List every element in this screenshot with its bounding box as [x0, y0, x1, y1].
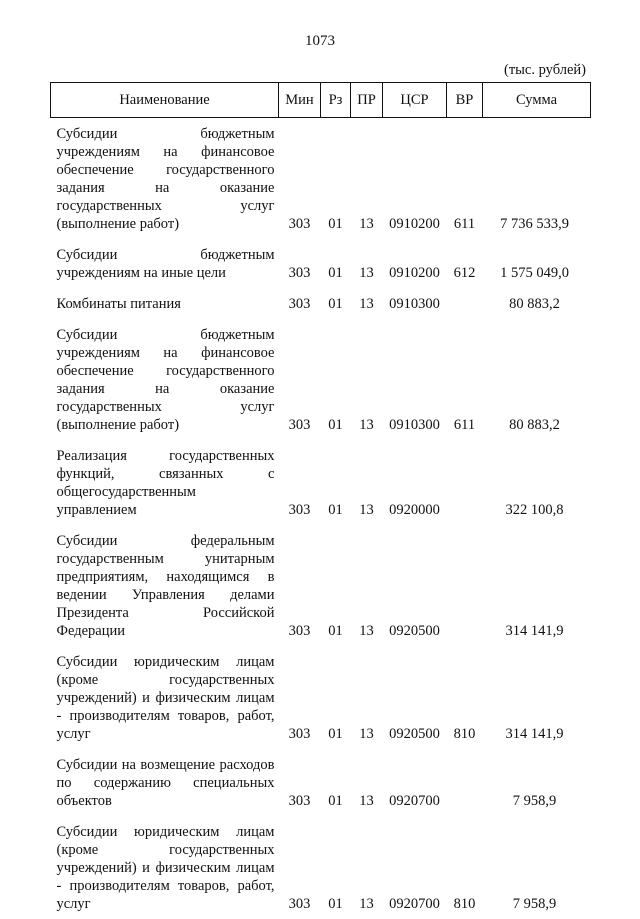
cell-name: Субсидии федеральным государственным унитарным предприятиям, находящимся в ведении Управления делами Президента Российской Федерации [51, 525, 279, 646]
cell-sum: 7 958,9 [483, 816, 591, 919]
header-vr: ВР [447, 83, 483, 118]
cell-rz: 01 [321, 319, 351, 440]
header-sum: Сумма [483, 83, 591, 118]
cell-sum: 80 883,2 [483, 319, 591, 440]
page-number: 1073 [0, 33, 640, 50]
header-rz: Рз [321, 83, 351, 118]
budget-table [50, 82, 591, 919]
cell-csr: 0910200 [383, 118, 447, 240]
cell-vr: 810 [447, 646, 483, 749]
cell-pr: 13 [351, 440, 383, 525]
cell-pr: 13 [351, 319, 383, 440]
table-row [51, 319, 591, 440]
cell-min: 303 [279, 646, 321, 749]
cell-min: 303 [279, 319, 321, 440]
cell-pr: 13 [351, 239, 383, 288]
cell-min: 303 [279, 749, 321, 816]
cell-min: 303 [279, 440, 321, 525]
cell-min: 303 [279, 288, 321, 319]
table-row [51, 646, 591, 749]
table-row [51, 118, 591, 240]
cell-pr: 13 [351, 816, 383, 919]
cell-pr: 13 [351, 749, 383, 816]
table-row [51, 440, 591, 525]
cell-name: Реализация государственных функций, связанных с общегосударственным управлением [51, 440, 279, 525]
cell-sum: 314 141,9 [483, 646, 591, 749]
table-row [51, 288, 591, 319]
cell-csr: 0920500 [383, 646, 447, 749]
header-name: Наименование [51, 83, 279, 118]
cell-rz: 01 [321, 525, 351, 646]
cell-csr: 0910300 [383, 288, 447, 319]
cell-rz: 01 [321, 288, 351, 319]
cell-sum: 314 141,9 [483, 525, 591, 646]
table-row [51, 239, 591, 288]
cell-min: 303 [279, 525, 321, 646]
cell-vr [447, 749, 483, 816]
cell-csr: 0920500 [383, 525, 447, 646]
table-row [51, 525, 591, 646]
table-row [51, 816, 591, 919]
cell-vr: 611 [447, 118, 483, 240]
cell-vr: 611 [447, 319, 483, 440]
cell-rz: 01 [321, 646, 351, 749]
header-min: Мин [279, 83, 321, 118]
cell-rz: 01 [321, 816, 351, 919]
cell-vr [447, 525, 483, 646]
cell-vr: 612 [447, 239, 483, 288]
cell-sum: 7 958,9 [483, 749, 591, 816]
cell-rz: 01 [321, 440, 351, 525]
cell-csr: 0920000 [383, 440, 447, 525]
cell-name: Субсидии бюджетным учреждениям на финансовое обеспечение государственного задания на оказание государственных услуг (выполнение работ) [51, 118, 279, 240]
cell-pr: 13 [351, 118, 383, 240]
cell-vr: 810 [447, 816, 483, 919]
header-pr: ПР [351, 83, 383, 118]
cell-csr: 0910200 [383, 239, 447, 288]
cell-vr [447, 440, 483, 525]
cell-sum: 1 575 049,0 [483, 239, 591, 288]
cell-vr [447, 288, 483, 319]
cell-name: Субсидии на возмещение расходов по содержанию специальных объектов [51, 749, 279, 816]
table-row [51, 749, 591, 816]
cell-name: Комбинаты питания [51, 288, 279, 319]
header-csr: ЦСР [383, 83, 447, 118]
table-header-row [51, 83, 591, 118]
units-label: (тыс. рублей) [504, 62, 586, 79]
cell-min: 303 [279, 239, 321, 288]
table-body [51, 118, 591, 919]
cell-rz: 01 [321, 239, 351, 288]
cell-rz: 01 [321, 118, 351, 240]
cell-name: Субсидии юридическим лицам (кроме государственных учреждений) и физическим лицам - производителям товаров, работ, услуг [51, 816, 279, 919]
cell-pr: 13 [351, 288, 383, 319]
cell-csr: 0910300 [383, 319, 447, 440]
cell-pr: 13 [351, 525, 383, 646]
cell-rz: 01 [321, 749, 351, 816]
cell-csr: 0920700 [383, 816, 447, 919]
cell-pr: 13 [351, 646, 383, 749]
cell-name: Субсидии бюджетным учреждениям на финансовое обеспечение государственного задания на оказание государственных услуг (выполнение работ) [51, 319, 279, 440]
cell-sum: 322 100,8 [483, 440, 591, 525]
cell-name: Субсидии юридическим лицам (кроме государственных учреждений) и физическим лицам - производителям товаров, работ, услуг [51, 646, 279, 749]
cell-min: 303 [279, 816, 321, 919]
cell-min: 303 [279, 118, 321, 240]
cell-name: Субсидии бюджетным учреждениям на иные цели [51, 239, 279, 288]
cell-sum: 7 736 533,9 [483, 118, 591, 240]
cell-csr: 0920700 [383, 749, 447, 816]
cell-sum: 80 883,2 [483, 288, 591, 319]
